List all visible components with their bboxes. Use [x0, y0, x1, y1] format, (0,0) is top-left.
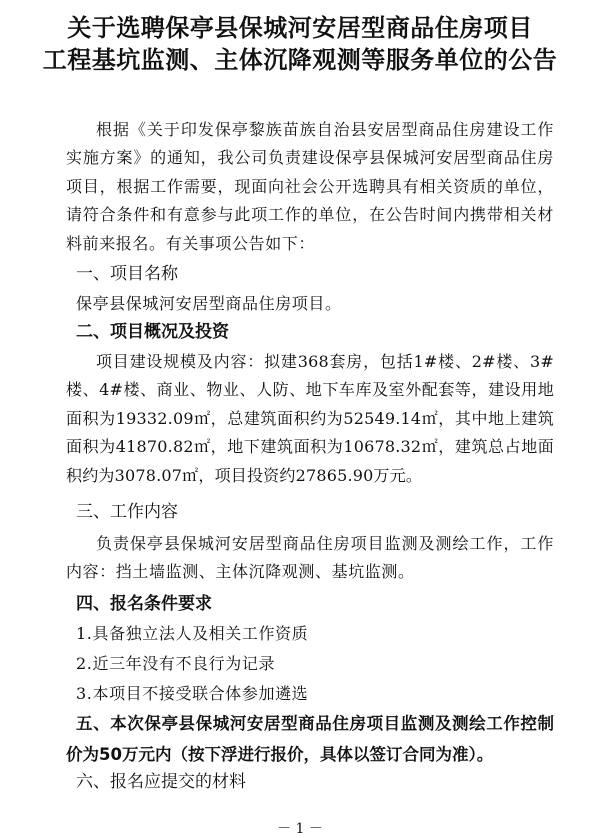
section-4-heading: 四、报名条件要求 [76, 594, 212, 614]
page-number: － 1 － [277, 821, 323, 837]
section-2-text: 项目建设规模及内容：拟建368套房，包括1#楼、2#楼、3#楼、4#楼、商业、物业、人防、地下车库及室外配套等，建设用地面积为19332.09㎡，总建筑面积约为52549.14㎡，其中地上建筑面积为41870.82㎡，地下建筑面积为10678.32㎡，建筑总占地面积约为3078.07㎡，项目投资约27865.90万元。 [66, 352, 554, 485]
section-5-paragraph: 五、本次保亭县保城河安居型商品住房项目监测及测绘工作控制价为50万元内（按下浮进行报价，具体以签订合同为准）。 [66, 714, 554, 764]
intro-paragraph: 根据《关于印发保亭黎族苗族自治县安居型商品住房建设工作实施方案》的通知，我公司负责建设保亭县保城河安居型商品住房项目，根据工作需要，现面向社会公开选聘具有相关资质的单位，请符合条件和有意参与此项工作的单位，在公告时间内携带相关材料前来报名。有关事项公告如下： [66, 120, 554, 253]
section-1-text: 保亭县保城河安居型商品住房项目。 [76, 294, 342, 313]
requirement-item: 1.具备独立法人及相关工作资质 [76, 624, 309, 643]
section-3-text: 负责保亭县保城河安居型商品住房项目监测及测绘工作，工作内容：挡土墙监测、主体沉降观测、基坑监测。 [66, 534, 554, 582]
section-2-heading: 二、项目概况及投资 [76, 322, 229, 342]
section-1-heading: 一、项目名称 [76, 264, 178, 284]
document-title-line-2: 工程基坑监测、主体沉降观测等服务单位的公告 [42, 46, 558, 74]
document-title-line-1: 关于选聘保亭县保城河安居型商品住房项目 [67, 14, 533, 42]
requirement-item: 3.本项目不接受联合体参加遴选 [76, 684, 309, 703]
section-3-heading: 三、工作内容 [76, 502, 178, 522]
section-6-heading: 六、报名应提交的材料 [76, 772, 246, 792]
requirement-item: 2.近三年没有不良行为记录 [76, 654, 276, 673]
